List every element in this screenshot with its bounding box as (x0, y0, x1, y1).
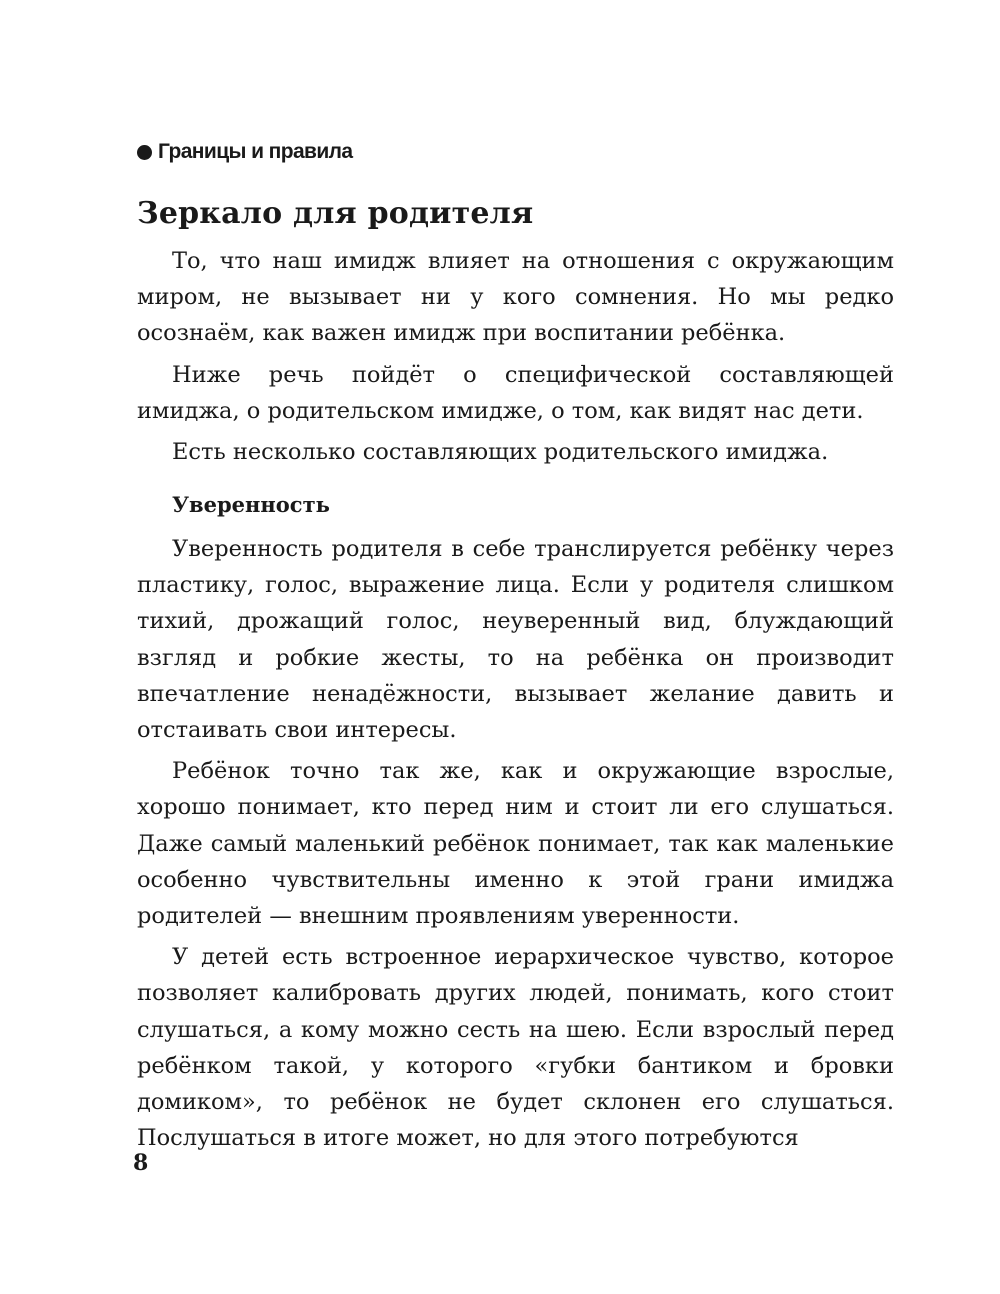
paragraph: У детей есть встроенное иерархическое чувство, которое позволяет калибровать других людей, понимать, кого стоит слушаться, а кому можно сесть на шею. Если взрослый перед ребёнком такой, у которого «губки бантиком и бровки домиком», то ребёнок не будет склонен его слушаться. Послушаться в итоге может, но для этого потребуются (137, 944, 894, 1152)
section-heading: Уверенность (172, 492, 330, 517)
paragraph: Есть несколько составляющих родительского имиджа. (172, 439, 829, 466)
paragraph: Уверенность родителя в себе транслируется ребёнку через пластику, голос, выражение лица. Если у родителя слишком тихий, дрожащий голос, неуверенный вид, блуждающий взгляд и робкие жесты, то на ребёнка он производит впечатление ненадёжности, вызывает желание давить и отстаивать свои интересы. (137, 536, 894, 744)
section-text (137, 531, 894, 1156)
running-head-text: Границы и правила (158, 140, 353, 163)
page-number: 8 (133, 1150, 149, 1176)
running-head (137, 137, 352, 167)
bullet-icon (137, 145, 152, 160)
paragraph: Ниже речь пойдёт о специфической составляющей имиджа, о родительском имидже, о том, как видят нас дети. (137, 361, 894, 424)
paragraph: Ребёнок точно так же, как и окружающие взрослые, хорошо понимает, кто перед ним и стоит ли его слушаться. Даже самый маленький ребёнок понимает, так как маленькие особенно чувствительны именно к этой грани имиджа родителей — внешним проявлениям уверенности. (137, 758, 894, 930)
chapter-title: Зеркало для родителя (137, 196, 534, 231)
paragraph: То, что наш имидж влияет на отношения с окружающим миром, не вызывает ни у кого сомнения. Но мы редко осознаём, как важен имидж при воспитании ребёнка. (137, 248, 894, 347)
intro-text (137, 243, 894, 470)
